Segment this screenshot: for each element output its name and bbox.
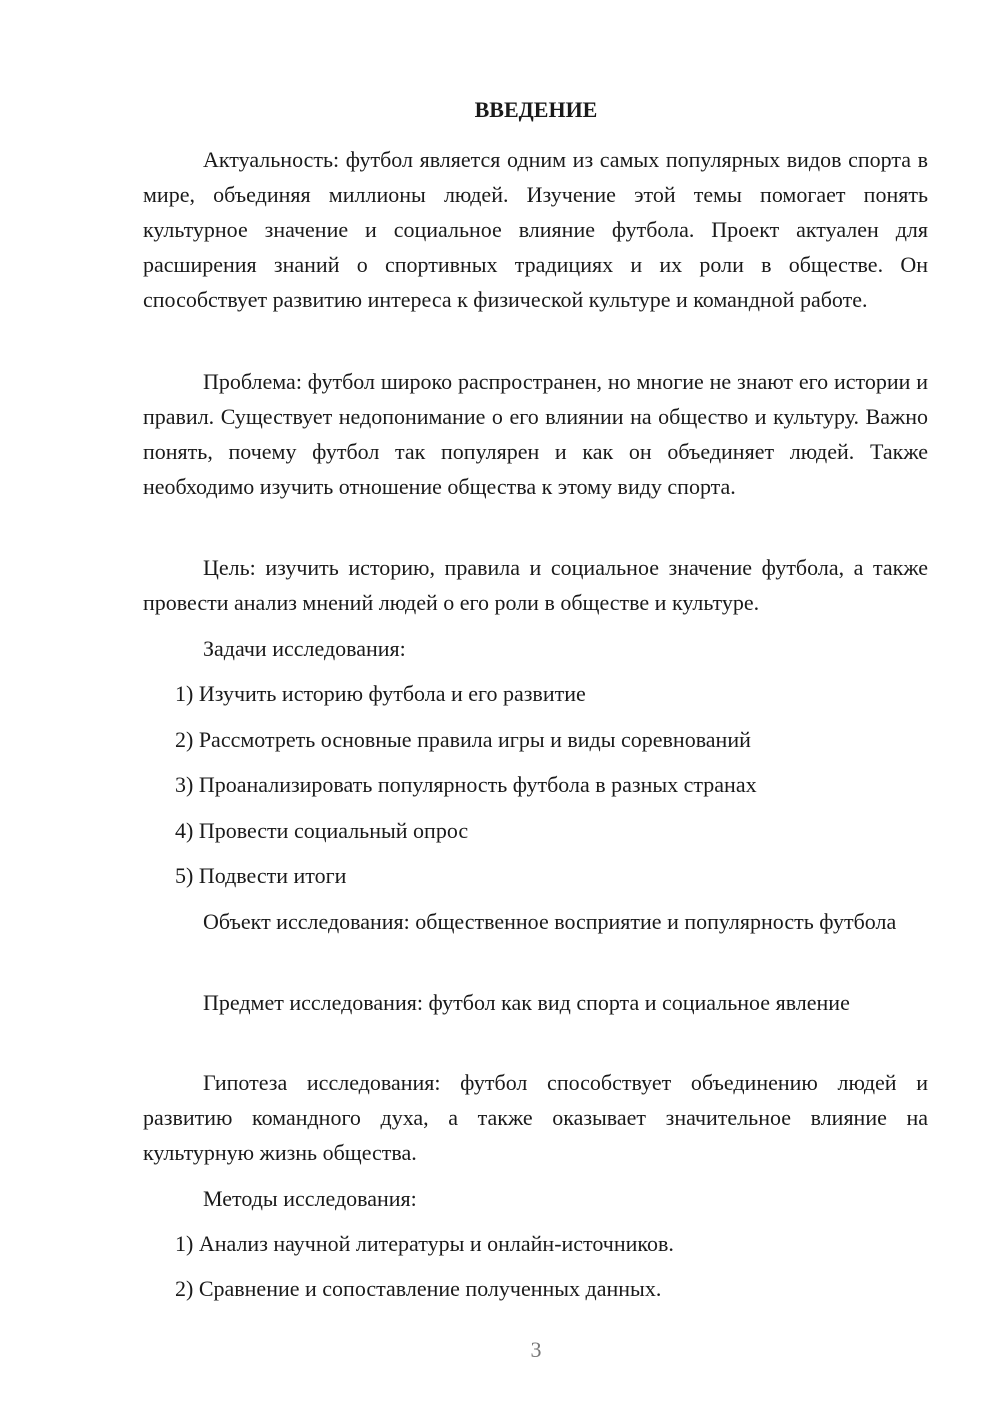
tasks-label: Задачи исследования: (203, 636, 406, 661)
paragraph-problem: Проблема: футбол широко распространен, но многие не знают его истории и правил. Существует недопонимание о его влиянии на общество и культуру. Важно понять, почему футбол так популярен и как он объединяет людей. Также необходимо изучить отношение общества к этому виду спорта. (143, 369, 928, 499)
paragraph-goal: Цель: изучить историю, правила и социальное значение футбола, а также провести анализ мнений людей о его роли в обществе и культуре. (143, 555, 928, 615)
list-item-task: 4) Провести социальный опрос (175, 818, 469, 843)
list-item-task: 3) Проанализировать популярность футбола в разных странах (175, 772, 757, 797)
list-item-task: 5) Подвести итоги (175, 863, 347, 888)
page-title: ВВЕДЕНИЕ (474, 97, 598, 122)
list-item-task: 1) Изучить историю футбола и его развитие (175, 681, 586, 706)
paragraph-relevance: Актуальность: футбол является одним из самых популярных видов спорта в мире, объединяя миллионы людей. Изучение этой темы помогает понять культурное значение и социальное влияние футбола. Проект актуален для расширения знаний о спортивных традициях и их роли в обществе. Он способствует развитию интереса к физической культуре и командной работе. (143, 147, 928, 312)
methods-label: Методы исследования: (203, 1186, 417, 1211)
paragraph-hypothesis: Гипотеза исследования: футбол способствует объединению людей и развитию командного духа, а также оказывает значительное влияние на культурную жизнь общества. (143, 1070, 928, 1165)
paragraph-subject: Предмет исследования: футбол как вид спорта и социальное явление (203, 990, 850, 1015)
page-number: 3 (530, 1337, 542, 1362)
list-item-method: 2) Сравнение и сопоставление полученных данных. (175, 1276, 662, 1301)
list-item-method: 1) Анализ научной литературы и онлайн-источников. (175, 1231, 674, 1256)
paragraph-object: Объект исследования: общественное восприятие и популярность футбола (203, 909, 897, 934)
list-item-task: 2) Рассмотреть основные правила игры и виды соревнований (175, 727, 751, 752)
